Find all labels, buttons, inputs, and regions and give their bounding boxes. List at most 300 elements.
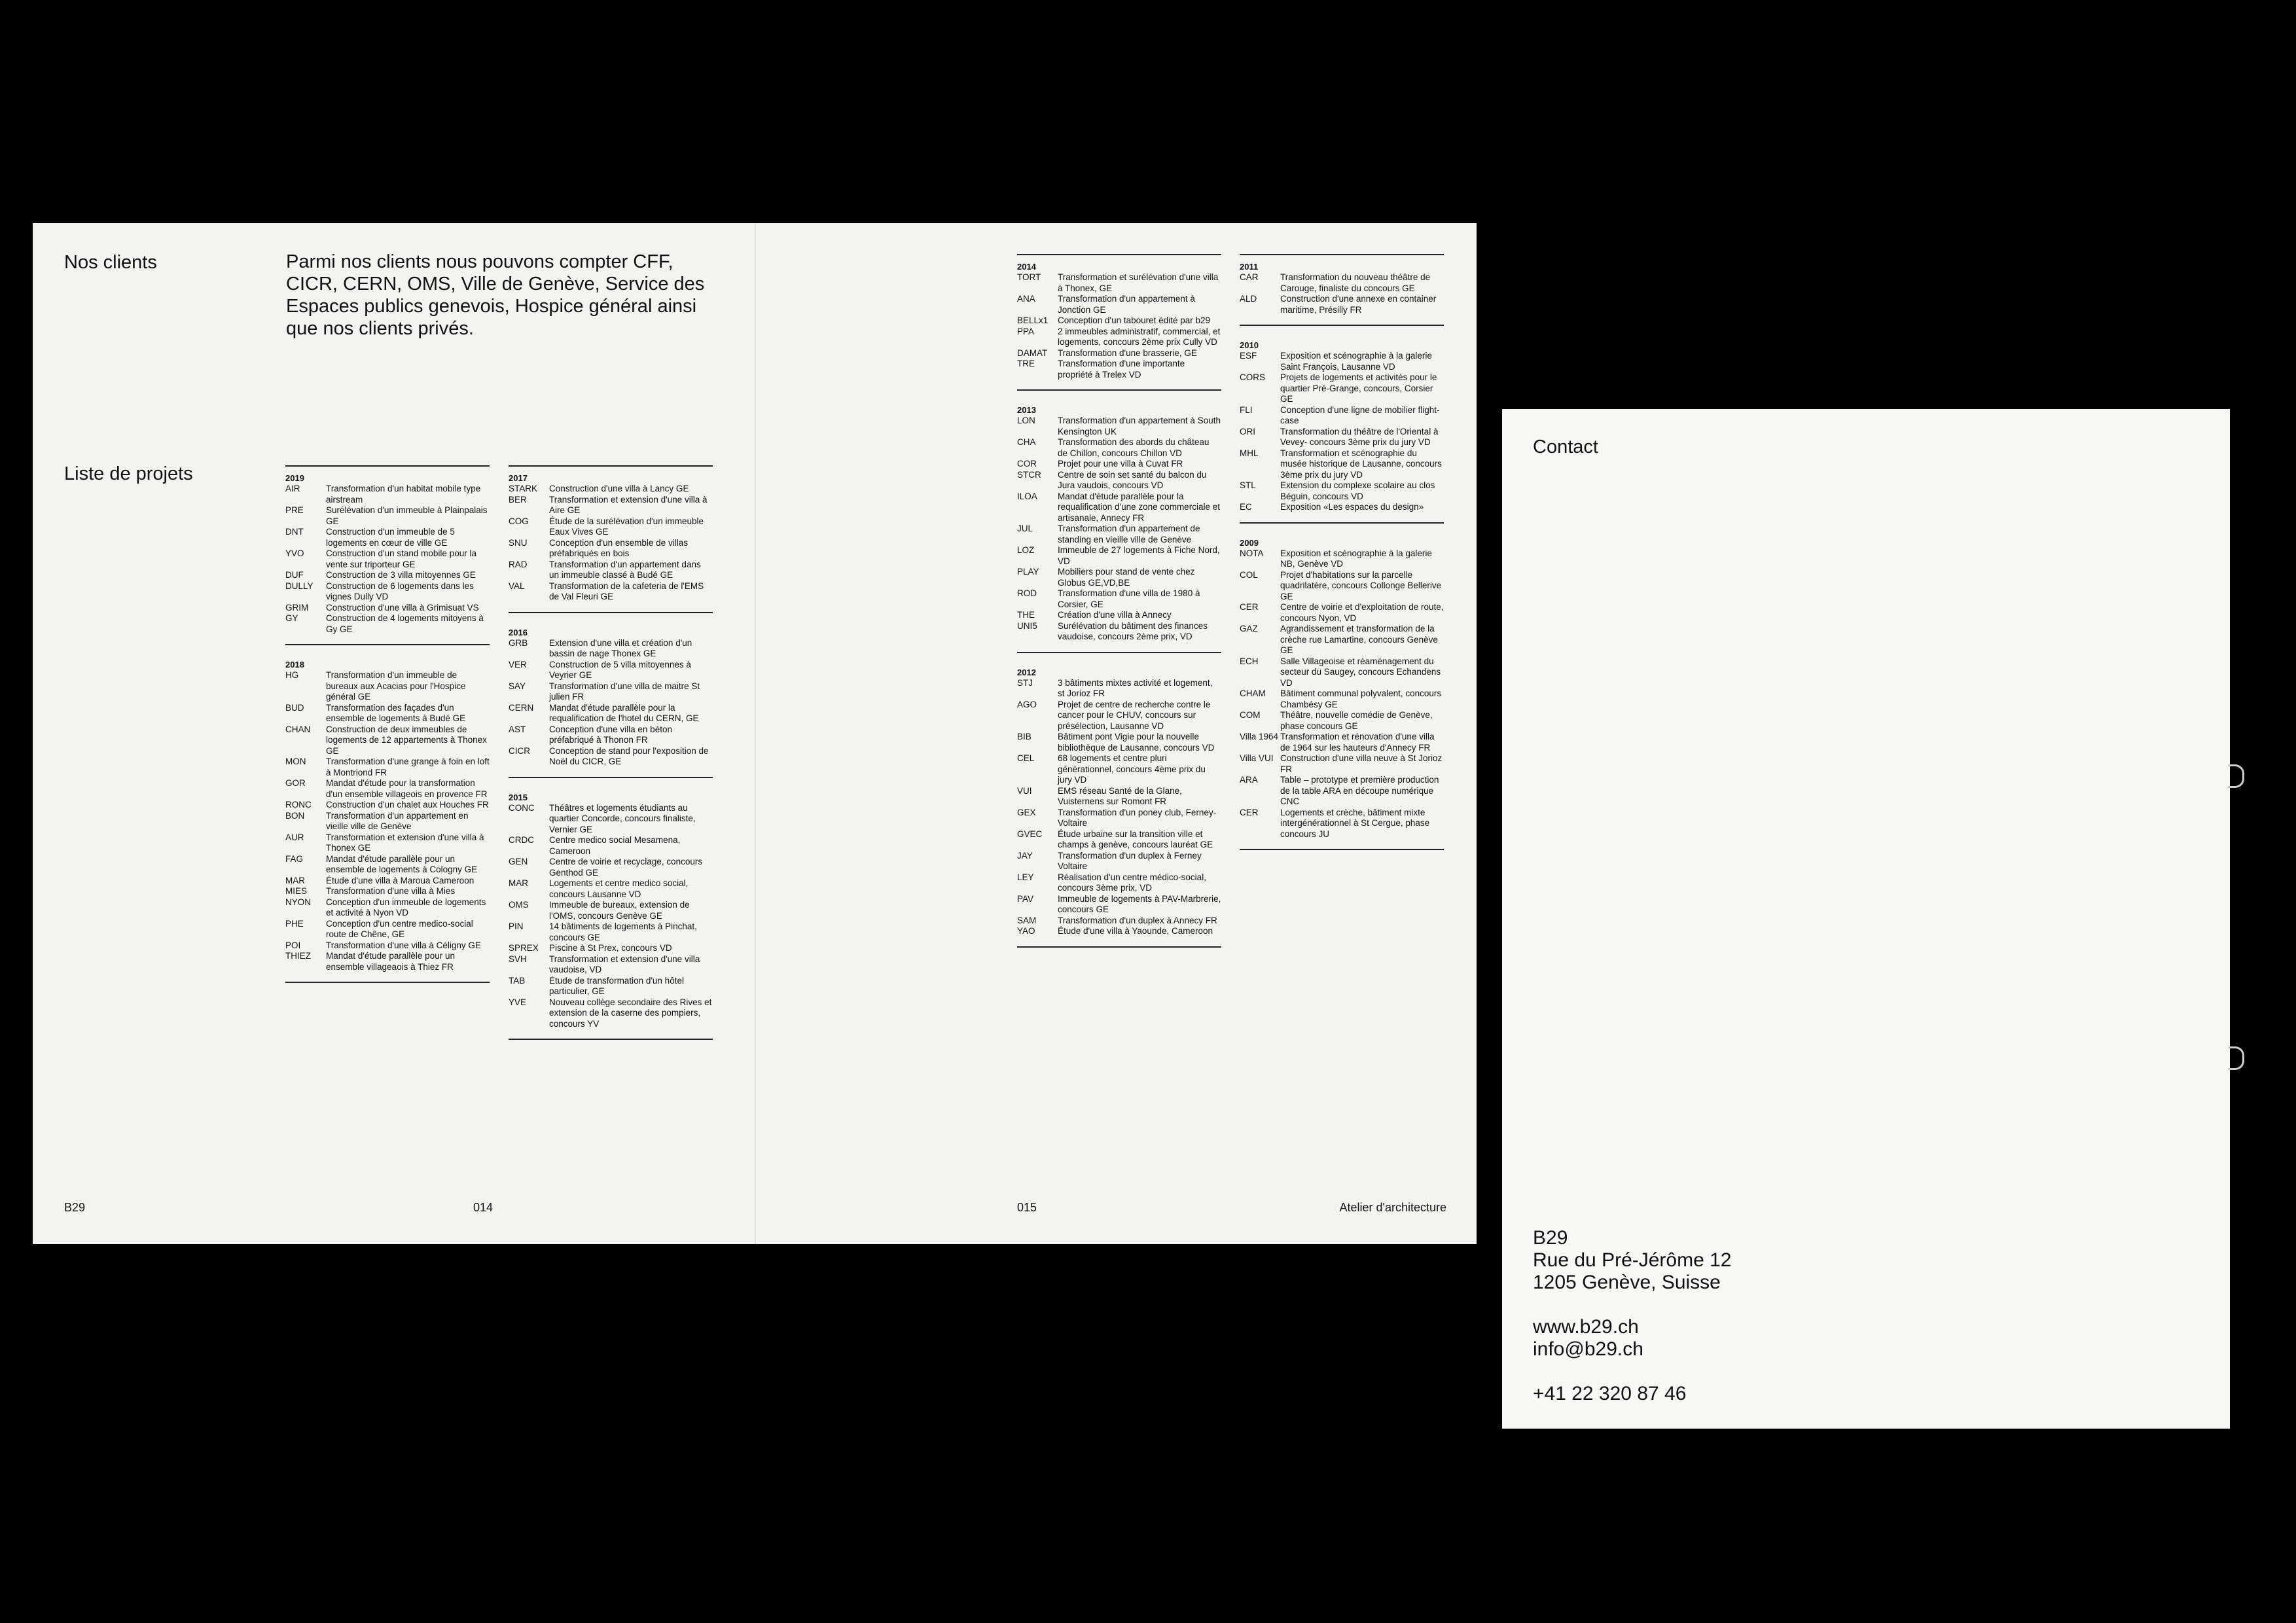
project-description: Transformation d'une grange à foin en loft à Montriond FR [326,757,490,777]
project-code: CERN [509,702,534,713]
project-code: FAG [285,853,304,864]
project-code: STJ [1017,677,1033,688]
project-row [1240,405,1444,427]
project-description: Extension d'une villa et création d'un bassin de nage Thonex GE [549,637,692,658]
project-description: Transformation d'une villa à Céligny GE [326,940,481,950]
project-code: CHA [1017,437,1036,447]
year-label: 2011 [1240,262,1259,272]
project-code: GEN [509,857,528,866]
project-row [285,570,490,581]
project-row [1017,416,1221,437]
project-row [1240,753,1444,775]
project-row [1017,524,1221,545]
project-row [285,832,490,854]
project-code: VAL [509,580,525,591]
project-description: Centre de voirie et recyclage, concours Genthod GE [549,857,703,878]
project-row [1017,851,1221,872]
project-code: BIB [1017,732,1031,741]
project-row [1017,315,1221,327]
project-code: CER [1240,602,1259,612]
project-description: Centre de voirie et d'exploitation de route, concours Nyon, VD [1280,602,1444,623]
project-description: Transformation d'un appartement à Jonction GE [1058,294,1195,315]
project-description: Mobiliers pour stand de vente chez Globus GE,VD,BE [1058,567,1195,588]
project-description: Construction de 4 logements mitoyens à Gy GE [326,613,484,634]
project-code: CICR [509,745,530,756]
project-description: Transformation d'une villa à Mies [326,886,456,896]
project-description: Centre medico social Mesamena, Cameroon [549,835,681,856]
projects-heading: Liste de projets [64,463,193,484]
project-description: Étude urbaine sur la transition ville et champs à genève, concours lauréat GE [1058,829,1213,849]
project-description: Transformation du nouveau théâtre de Carouge, finaliste du concours GE [1280,272,1431,293]
project-code: AUR [285,832,304,842]
project-row [1240,448,1444,481]
project-code: NOTA [1240,548,1264,558]
project-code: COG [509,516,529,526]
project-description: Conception d'une villa en béton préfabriqué à Thonon FR [549,724,672,745]
project-code: CRDC [509,835,534,845]
project-row [285,581,490,603]
project-row [1017,753,1221,786]
project-description: Conception de stand pour l'exposition de Noël du CICR, GE [549,745,709,766]
project-row [1017,359,1221,380]
project-row [1017,470,1221,491]
project-row [1017,872,1221,894]
year-label: 2013 [1017,405,1036,415]
project-row [1017,327,1221,348]
project-code: LOZ [1017,545,1035,555]
project-description: Projet pour une villa à Cuvat FR [1058,459,1183,469]
page-fold [755,223,756,1244]
project-description: Construction de 3 villa mitoyennes GE [326,570,476,580]
project-code: CEL [1017,753,1035,763]
page-number-right: 015 [1017,1201,1037,1214]
project-code: DNT [285,527,304,537]
project-description: Surélévation du bâtiment des finances vaudoise, concours 2ème prix, VD [1058,620,1208,641]
project-code: VER [509,659,527,669]
project-code: SAM [1017,915,1037,925]
project-code: MHL [1240,448,1259,458]
project-row [1240,502,1444,513]
project-row [285,800,490,811]
project-description: Centre de soin set santé du balcon du Jura vaudois, concours VD [1058,469,1207,490]
project-code: DULLY [285,580,314,591]
year-label: 2017 [509,473,528,483]
project-description: Conception d'un tabouret édité par b29 [1058,315,1211,325]
project-code: Villa 1964 [1240,732,1279,741]
project-row [509,538,713,560]
project-row [285,603,490,614]
project-description: Transformation d'un appartement de standing en vieille ville de Genève [1058,524,1200,544]
project-row [509,976,713,997]
binder-clip [2228,764,2244,788]
project-code: OMS [509,900,529,910]
project-description: Transformation et surélévation d'une villa à Thonex, GE [1058,272,1219,293]
project-description: Logements et centre medico social, concours Lausanne VD [549,878,689,899]
project-description: Construction d'un immeuble de 5 logements en cœur de ville GE [326,527,455,548]
project-row [1240,272,1444,294]
project-code: COR [1017,459,1037,469]
contact-phone[interactable]: +41 22 320 87 46 [1533,1383,1687,1404]
project-code: COL [1240,569,1258,580]
project-description: 14 bâtiments de logements à Pinchat, concours GE [549,921,697,942]
project-code: NYON [285,897,312,907]
project-row [285,757,490,778]
project-code: GRIM [285,602,309,613]
clients-intro: Parmi nos clients nous pouvons compter CFF, CICR, CERN, OMS, Ville de Genève, Service des Espaces publics genevois, Hospice général ainsi que nos clients privés. [286,251,705,339]
year-label: 2009 [1240,537,1259,548]
project-code: ESF [1240,351,1257,361]
project-row [1017,567,1221,588]
project-row [1017,894,1221,916]
project-code: ILOA [1017,491,1037,501]
project-description: Étude de la surélévation d'un immeuble Eaux Vives GE [549,516,704,537]
project-row [285,940,490,952]
project-code: STL [1240,480,1256,490]
project-description: Transformation d'un poney club, Ferney-Voltaire [1058,807,1217,828]
project-description: Transformation d'un duplex à Ferney Voltaire [1058,850,1202,871]
project-description: Piscine à St Prex, concours VD [549,943,672,953]
project-description: Réalisation d'un centre médico-social, concours 3ème prix, VD [1058,872,1206,893]
project-description: Salle Villageoise et réaménagement du secteur du Saugey, concours Echandens VD [1280,656,1441,688]
project-description: Étude d'une villa à Yaounde, Cameroon [1058,926,1213,936]
contact-email[interactable]: info@b29.ch [1533,1338,1643,1360]
project-code: ROD [1017,588,1037,598]
project-row [509,900,713,921]
project-code: COM [1240,710,1261,720]
project-description: Mandat d'étude parallèle pour la requalification d'une zone commerciale et artisanale, Annecy FR [1058,491,1220,523]
project-code: AST [509,724,526,734]
project-row [1017,294,1221,315]
project-row [1240,294,1444,315]
project-row [1240,570,1444,603]
project-row [509,581,713,603]
project-row [285,527,490,548]
project-code: ORI [1240,426,1256,437]
project-code: THE [1017,610,1035,620]
project-description: Transformation du théâtre de l'Oriental à Vevey- concours 3ème prix du jury VD [1280,426,1439,447]
project-row [509,943,713,954]
project-description: Extension du complexe scolaire au clos Béguin, concours VD [1280,480,1435,501]
project-description: Transformation d'une importante propriété à Trelex VD [1058,359,1185,380]
project-description: Immeuble de logements à PAV-Marbrerie, concours GE [1058,893,1221,914]
project-row [285,778,490,800]
project-description: Logements et crèche, bâtiment mixte intergénérationnel à St Cergue, phase concours JU [1280,807,1430,839]
project-description: Transformation des abords du château de Chillon, concours Chillon VD [1058,437,1210,458]
project-code: LON [1017,416,1035,425]
year-label: 2019 [285,473,304,483]
project-code: THIEZ [285,951,311,961]
project-description: Mandat d'étude parallèle pour un ensemble de logements à Cologny GE [326,853,478,874]
project-description: Étude d'une villa à Maroua Cameroon [326,875,475,885]
project-code: RAD [509,559,528,569]
project-row [285,613,490,635]
project-row [285,919,490,940]
project-column-2 [509,465,713,1054]
project-code: LEY [1017,872,1034,882]
project-code: TORT [1017,272,1041,282]
project-column-3 [1017,254,1221,962]
project-row [509,484,713,495]
project-row [285,724,490,757]
project-row [1240,351,1444,372]
project-code: GY [285,613,298,623]
project-code: FLI [1240,404,1253,415]
project-description: Transformation d'un habitat mobile type airstream [326,484,481,505]
project-row [1017,491,1221,524]
project-description: Transformation d'un appartement dans un immeuble classé à Budé GE [549,559,701,580]
project-description: Construction de deux immeubles de logements de 12 appartements à Thonex GE [326,724,487,756]
project-code: PIN [509,921,524,931]
project-description: Mandat d'étude parallèle pour la requalification de l'hotel du CERN, GE [549,702,699,723]
project-description: Construction d'un stand mobile pour la vente sur triporteur GE [326,548,476,569]
project-code: AGO [1017,699,1037,709]
project-description: Transformation et extension d'une villa à Aire GE [549,494,708,515]
project-code: PPA [1017,326,1035,336]
project-row [285,886,490,897]
project-description: Conception d'un immeuble de logements et activité à Nyon VD [326,897,486,918]
project-row [285,876,490,887]
project-row [1017,732,1221,753]
project-description: Transformation d'un immeuble de bureaux aux Acacias pour l'Hospice général GE [326,670,466,702]
year-label: 2012 [1017,667,1036,677]
project-description: Exposition et scénographie à la galerie NB, Genève VD [1280,548,1432,569]
project-code: GVEC [1017,829,1043,839]
project-code: ANA [1017,294,1035,304]
folio-tagline: Atelier d'architecture [1339,1201,1446,1214]
project-row [509,857,713,878]
project-row [1017,621,1221,643]
project-description: Immeuble de 27 logements à Fiche Nord, VD [1058,545,1220,566]
project-code: BELLx1 [1017,315,1049,325]
project-row [1017,678,1221,700]
project-description: Construction d'une villa à Grimisuat VS [326,602,479,613]
project-description: Mandat d'étude parallèle pour un ensemble villageaois à Thiez FR [326,951,455,972]
page-number-left: 014 [473,1201,493,1214]
project-row [509,516,713,538]
project-row [285,897,490,919]
project-code: MAR [509,878,528,888]
project-code: EC [1240,502,1252,512]
project-code: BON [285,810,305,821]
project-row [1017,700,1221,732]
project-code: CAR [1240,272,1259,282]
year-section [1240,254,1444,326]
project-row [1017,926,1221,937]
year-section [1240,340,1444,524]
project-code: ALD [1240,294,1257,304]
project-row [509,660,713,681]
project-description: Nouveau collège secondaire des Rives et extension de la caserne des pompiers, concours YV [549,997,712,1029]
project-description: Théâtres et logements étudiants au quartier Concorde, concours finaliste, Vernier GE [549,802,696,834]
project-code: MIES [285,886,308,896]
year-section [509,465,713,613]
project-row [509,703,713,724]
project-description: Projet d'habitations sur la parcelle quadrilatère, concours Collonge Bellerive GE [1280,569,1442,601]
project-row [1017,786,1221,808]
project-description: Exposition et scénographie à la galerie Saint François, Lausanne VD [1280,351,1432,372]
project-description: Construction d'une annexe en container maritime, Présilly FR [1280,294,1437,315]
contact-card [1502,409,2230,1429]
project-description: Exposition «Les espaces du design» [1280,502,1424,512]
project-description: Transformation et extension d'une villa vaudoise, VD [549,954,700,974]
project-code: SVH [509,954,527,964]
project-code: Villa VUI [1240,753,1274,763]
project-row [1017,808,1221,829]
project-description: Transformation d'une villa de maitre St julien FR [549,681,700,702]
project-row [285,670,490,703]
project-code: RONC [285,800,312,810]
project-description: Construction d'une villa à Lancy GE [549,484,689,493]
project-row [285,951,490,972]
project-row [509,560,713,581]
project-code: CONC [509,802,535,813]
project-code: CORS [1240,372,1266,382]
project-row [1240,602,1444,624]
project-code: GOR [285,778,306,788]
project-code: SAY [509,681,526,691]
year-label: 2015 [509,792,528,802]
year-section [509,628,713,778]
brochure-spread [33,223,1477,1244]
project-row [509,681,713,703]
project-code: PHE [285,918,304,929]
project-row [509,746,713,768]
project-code: CER [1240,807,1259,817]
year-section [1017,254,1221,391]
project-row [1017,588,1221,610]
project-description: Conception d'un centre medico-social route de Chêne, GE [326,918,473,939]
project-description: Transformation d'un duplex à Annecy FR [1058,915,1217,925]
project-description: Mandat d'étude pour la transformation d'un ensemble villageois en provence FR [326,778,488,799]
folio-brand: B29 [64,1201,86,1214]
project-code: PLAY [1017,567,1039,577]
project-code: CHAM [1240,688,1266,698]
contact-name: B29 [1533,1227,1568,1249]
project-row [509,803,713,836]
project-description: 2 immeubles administratif, commercial, et logements, concours 2ème prix Cully VD [1058,326,1221,347]
year-section [285,465,490,645]
project-code: TRE [1017,359,1035,368]
project-code: DUF [285,570,304,580]
project-row [1240,372,1444,405]
project-row [1240,775,1444,808]
year-label: 2010 [1240,340,1259,350]
project-description: Conception d'un ensemble de villas préfabriqués en bois [549,537,688,558]
project-code: JUL [1017,524,1033,533]
project-row [1240,480,1444,502]
year-section [285,660,490,983]
project-code: POI [285,940,301,950]
project-description: Transformation des façades d'un ensemble de logements à Budé GE [326,702,466,723]
project-description: Immeuble de bureaux, extension de l'OMS, concours Genève GE [549,900,690,921]
project-row [1240,427,1444,448]
year-label: 2018 [285,660,304,669]
project-row [1017,437,1221,459]
project-code: BER [509,494,527,505]
project-column-1 [285,465,490,997]
project-row [509,921,713,943]
project-description: Étude de transformation d'un hôtel particulier, GE [549,975,684,996]
project-code: ARA [1240,775,1258,785]
project-code: VUI [1017,785,1032,796]
project-row [1240,808,1444,840]
project-row [285,703,490,724]
project-description: Transformation et scénographie du musée historique de Lausanne, concours 3ème prix du jury VD [1280,448,1442,480]
project-row [1240,688,1444,710]
project-description: Bâtiment pont Vigie pour la nouvelle bibliothèque de Lausanne, concours VD [1058,732,1215,753]
project-row [1240,548,1444,570]
project-description: Agrandissement et transformation de la crèche rue Lamartine, concours Genève GE [1280,624,1438,655]
project-code: YVE [509,997,527,1007]
project-row [285,811,490,832]
project-code: GAZ [1240,624,1258,633]
project-description: Bâtiment communal polyvalent, concours Chambésy GE [1280,688,1442,709]
project-code: STARK [509,484,538,493]
project-row [1240,710,1444,732]
project-description: Transformation et extension d'une villa à Thonex GE [326,832,484,853]
project-description: Théâtre, nouvelle comédie de Genève, phase concours GE [1280,710,1433,731]
project-code: GEX [1017,807,1036,817]
project-code: YVO [285,548,304,558]
contact-street: Rue du Pré-Jérôme 12 [1533,1249,1732,1271]
year-section [509,793,713,1041]
contact-website[interactable]: www.b29.ch [1533,1316,1639,1338]
project-code: AIR [285,484,300,493]
project-code: CHAN [285,724,311,734]
project-description: Projet de centre de recherche contre le cancer pour le CHUV, concours sur présélection, Lausanne VD [1058,699,1211,731]
year-section [1017,668,1221,948]
project-description: Construction d'une villa neuve à St Jorioz FR [1280,753,1443,774]
project-code: JAY [1017,850,1033,861]
project-row [285,548,490,570]
project-description: 3 bâtiments mixtes activité et logement, st Jorioz FR [1058,677,1213,698]
project-row [1017,916,1221,927]
project-row [1017,610,1221,621]
project-description: Transformation et rénovation d'une villa de 1964 sur les hauteurs d'Annecy FR [1280,732,1435,753]
contact-title: Contact [1533,437,1598,457]
project-code: SNU [509,537,528,548]
project-row [285,505,490,527]
project-code: PRE [285,505,304,515]
project-description: Transformation d'une villa de 1980 à Corsier, GE [1058,588,1200,609]
contact-city: 1205 Genève, Suisse [1533,1272,1721,1293]
project-row [1240,624,1444,656]
project-description: Table – prototype et première production de la table ARA en découpe numérique CNC [1280,775,1439,806]
project-description: Construction d'un chalet aux Houches FR [326,800,489,810]
project-code: BUD [285,702,304,713]
project-row [509,835,713,857]
project-code: MON [285,757,306,766]
project-code: TAB [509,975,526,986]
project-row [1017,272,1221,294]
project-description: Transformation d'un appartement en vieille ville de Genève [326,810,469,831]
project-code: YAO [1017,926,1035,936]
project-description: Transformation de la cafeteria de l'EMS de Val Fleuri GE [549,580,704,601]
project-description: Surélévation d'un immeuble à Plainpalais GE [326,505,488,526]
project-row [1240,656,1444,689]
binder-clip [2228,1046,2244,1070]
year-label: 2016 [509,627,528,637]
project-description: Transformation d'un appartement à South Kensington UK [1058,416,1221,437]
project-row [509,954,713,976]
project-row [509,724,713,746]
project-code: UNI5 [1017,620,1037,631]
project-row [1017,459,1221,470]
project-description: Création d'une villa à Annecy [1058,610,1172,620]
project-description: EMS réseau Santé de la Glane, Vuisternens sur Romont FR [1058,785,1182,806]
year-section [1240,538,1444,851]
project-row [509,638,713,660]
